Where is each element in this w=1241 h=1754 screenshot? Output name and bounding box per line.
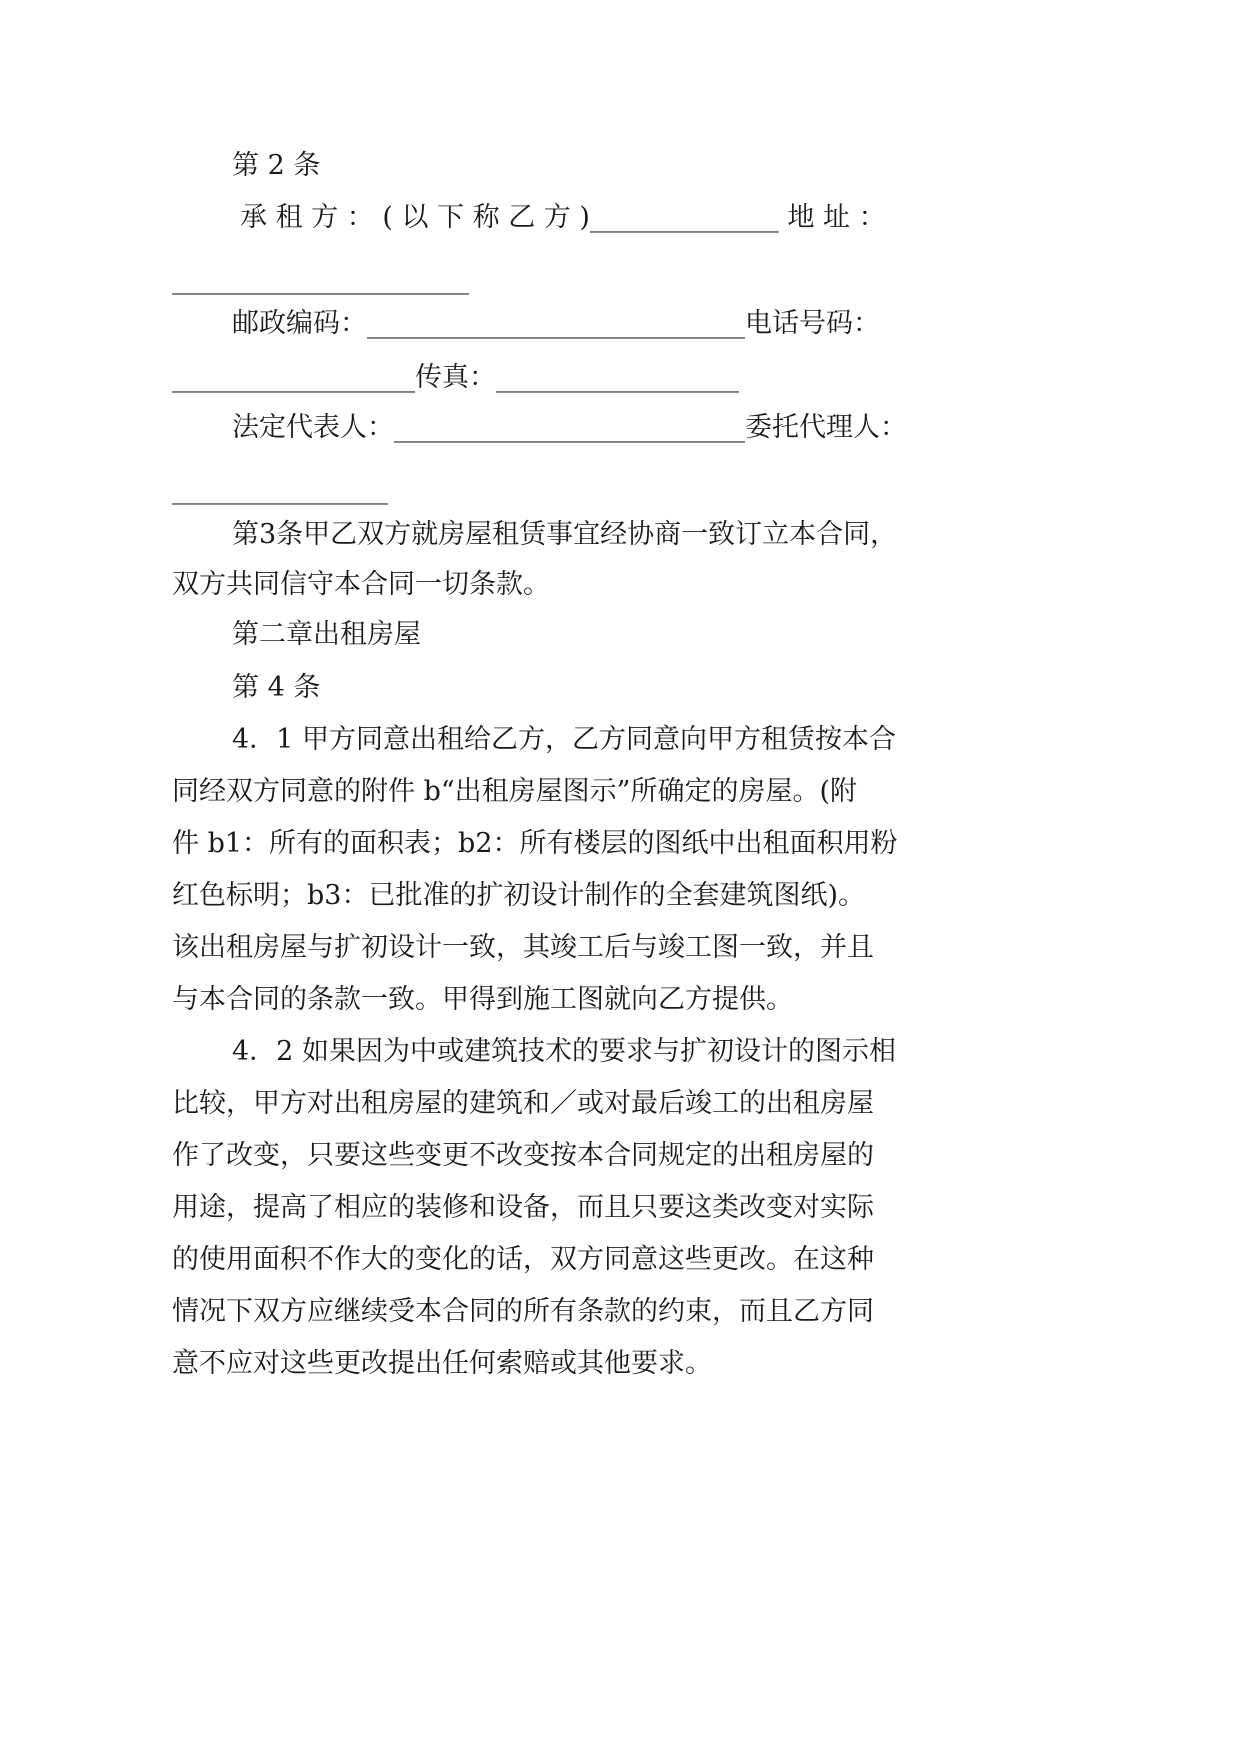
address-blank: ______________________ [172, 264, 469, 295]
fax-line: __________________传真：__________________ [172, 362, 739, 393]
agent-blank: ________________ [172, 474, 388, 505]
lessee-line [240, 200, 920, 236]
lessee-text: 承 租 方 ： ( 以 下 称 乙 方 )______________ 地 址 ： [240, 202, 886, 233]
para-4-1-line-4: 红色标明；b3：已批准的扩初设计制作的全套建筑图纸)。 [172, 880, 865, 911]
article-3-line-1: 第3条甲乙双方就房屋租赁事宜经协商一致订立本合同， [232, 519, 898, 550]
para-4-2-line-5: 的使用面积不作大的变化的话，双方同意这些更改。在这种 [172, 1244, 874, 1275]
para-4-1-line-5: 该出租房屋与扩初设计一致，其竣工后与竣工图一致，并且 [172, 932, 874, 963]
article-2-title: 第 2 条 [232, 150, 321, 181]
para-4-1-line-1: 4．1 甲方同意出租给乙方，乙方同意向甲方租赁按本合 [232, 724, 896, 755]
chapter-2-title: 第二章出租房屋 [232, 619, 421, 650]
postal-code-line: 邮政编码：____________________________电话号码： [232, 308, 880, 339]
para-4-2-line-6: 情况下双方应继续受本合同的所有条款的约束，而且乙方同 [172, 1296, 874, 1327]
article-4-title: 第 4 条 [232, 672, 321, 703]
para-4-2-line-2: 比较，甲方对出租房屋的建筑和／或对最后竣工的出租房屋 [172, 1088, 874, 1119]
para-4-1-line-6: 与本合同的条款一致。甲得到施工图就向乙方提供。 [172, 984, 793, 1015]
para-4-1-line-2: 同经双方同意的附件 b“出租房屋图示”所确定的房屋。(附 [172, 776, 858, 807]
legal-rep-line: 法定代表人：__________________________委托代理人： [232, 412, 907, 443]
para-4-2-line-1: 4．2 如果因为中或建筑技术的要求与扩初设计的图示相 [232, 1036, 896, 1067]
article-3-line-2: 双方共同信守本合同一切条款。 [172, 569, 550, 600]
para-4-2-line-3: 作了改变，只要这些变更不改变按本合同规定的出租房屋的 [172, 1140, 874, 1171]
para-4-2-line-4: 用途，提高了相应的装修和设备，而且只要这类改变对实际 [172, 1192, 874, 1223]
para-4-1-line-3: 件 b1：所有的面积表；b2：所有楼层的图纸中出租面积用粉 [172, 828, 898, 859]
para-4-2-line-7: 意不应对这些更改提出任何索赔或其他要求。 [172, 1348, 712, 1379]
